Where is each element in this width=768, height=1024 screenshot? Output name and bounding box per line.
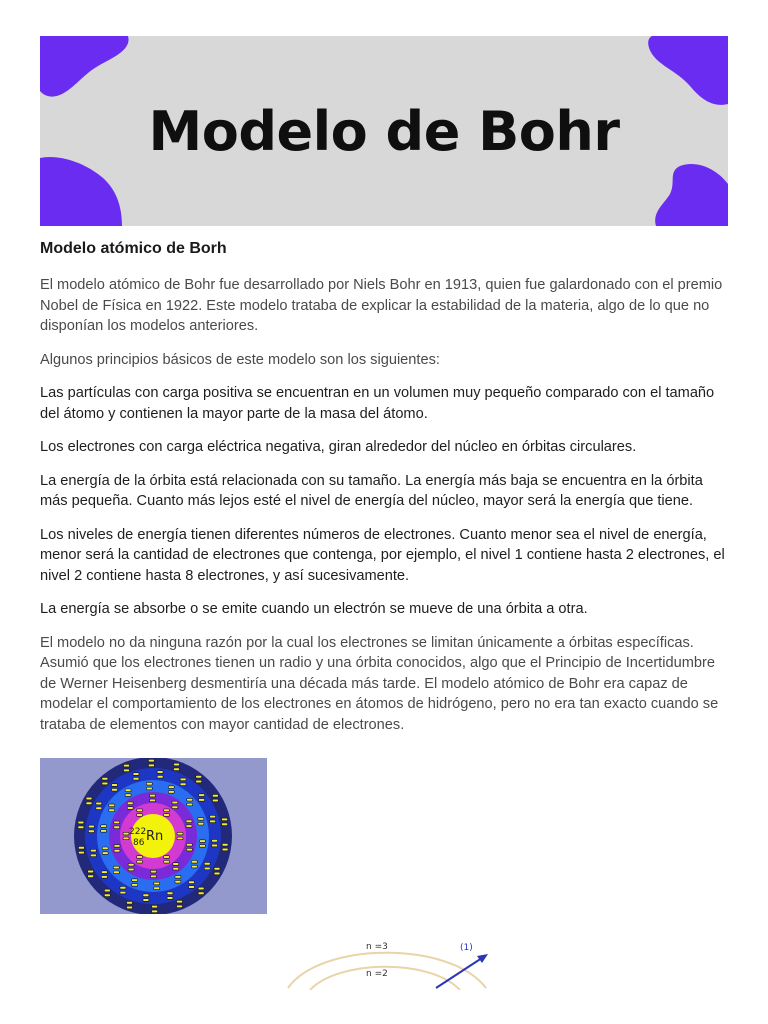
electron [114, 826, 120, 829]
element-symbol: Rn [146, 829, 164, 844]
electron [177, 905, 183, 908]
mass-number: 222 [129, 827, 147, 837]
electron [123, 837, 129, 840]
electron [128, 863, 134, 866]
electron [164, 861, 170, 864]
electron [112, 784, 118, 787]
electron [214, 867, 220, 870]
electron [146, 787, 152, 790]
electron [127, 802, 133, 805]
electron [191, 861, 197, 864]
electron [210, 820, 216, 823]
electron [86, 797, 92, 800]
electron [114, 845, 120, 848]
electron [124, 769, 130, 772]
electron [154, 882, 160, 885]
electron [204, 867, 210, 870]
electron [198, 887, 204, 890]
electron [199, 845, 205, 848]
electron [199, 794, 205, 797]
electron [174, 768, 180, 771]
electron [102, 852, 108, 855]
electron [172, 806, 178, 809]
electron [187, 798, 193, 801]
electron [101, 830, 107, 833]
electron [112, 789, 118, 792]
electron [90, 849, 96, 852]
electron [173, 868, 179, 871]
electron [152, 910, 158, 913]
electron [133, 778, 139, 781]
electron [222, 848, 228, 851]
electron [186, 848, 192, 851]
electron [168, 791, 174, 794]
electron [114, 821, 120, 824]
article-body [40, 238, 730, 748]
electron [198, 818, 204, 821]
electron [120, 887, 126, 890]
electron [175, 876, 181, 879]
electron [132, 879, 138, 882]
electron [214, 872, 220, 875]
electron [186, 825, 192, 828]
electron [167, 892, 173, 895]
electron [189, 881, 195, 884]
electron [199, 840, 205, 843]
electron [109, 809, 115, 812]
electron [137, 861, 143, 864]
electron [186, 820, 192, 823]
electron [143, 899, 149, 902]
electron [212, 839, 218, 842]
section-heading: Modelo atómico de Borh [40, 240, 227, 257]
paragraph-principle-4: Los niveles de energía tienen diferentes números de electrones. Cuanto menor sea el nivel de energía, menor será la cantidad de electrones que contenga, por ejemplo, el nivel 1 contiene hasta 2 electrones, el nivel 2 contiene hasta 8 electrones, y así sucesivamente. [40, 526, 725, 584]
paragraph-principle-1: Las partículas con carga positiva se encuentran en un volumen muy pequeño comparado con el tamaño del átomo y contienen la mayor parte de la masa del átomo. [40, 385, 715, 422]
electron [148, 759, 154, 762]
electron [137, 809, 143, 812]
electron [88, 825, 94, 828]
atom-diagram-image [40, 758, 267, 914]
electron [125, 794, 131, 797]
electron [90, 854, 96, 857]
electron [167, 897, 173, 900]
electron [88, 875, 94, 878]
electron [132, 884, 138, 887]
paragraph-principle-5: La energía se absorbe o se emite cuando un electrón se mueve de una órbita a otra. [40, 601, 588, 617]
electron [78, 826, 84, 829]
electron [151, 870, 157, 873]
electron [146, 782, 152, 785]
electron [104, 894, 110, 897]
electron [96, 802, 102, 805]
electron [196, 780, 202, 783]
electron [96, 807, 102, 810]
energy-levels-diagram [280, 930, 500, 990]
electron [88, 870, 94, 873]
electron [137, 856, 143, 859]
electron [150, 794, 156, 797]
electron [212, 844, 218, 847]
electron [102, 847, 108, 850]
electron [102, 782, 108, 785]
electron [128, 868, 134, 871]
electron [177, 900, 183, 903]
paragraph-intro: El modelo atómico de Bohr fue desarrollado por Niels Bohr en 1913, quien fue galardonado con el premio Nobel de Física en 1922. Este modelo trataba de explicar la estabilidad de la materia, algo de lo que no disponían los modelos anteriores. [40, 277, 723, 334]
paragraph-principle-3: La energía de la órbita está relacionada con su tamaño. La energía más baja se encuentra en la órbita más pequeña. Cuanto más lejos esté el nivel de energía del núcleo, mayor será la energía que tiene. [40, 472, 703, 509]
electron [186, 844, 192, 847]
electron [212, 799, 218, 802]
electron [102, 777, 108, 780]
page-title: Modelo de Bohr [148, 99, 620, 163]
electron [114, 849, 120, 852]
electron [164, 809, 170, 812]
label-n3: n =3 [366, 942, 388, 952]
electron [137, 814, 143, 817]
electron [191, 865, 197, 868]
electron [204, 862, 210, 865]
electron [177, 837, 183, 840]
electron [157, 776, 163, 779]
electron [174, 763, 180, 766]
paragraph-principle-2: Los electrones con carga eléctrica negativa, giran alrededor del núcleo en órbitas circulares. [40, 439, 637, 455]
electron [152, 905, 158, 908]
arrow-label: (1) [460, 943, 473, 953]
electron [124, 764, 130, 767]
electron [210, 815, 216, 818]
paragraph-limitations: El modelo no da ninguna razón por la cual los electrones se limitan únicamente a órbitas específicas. Asumió que los electrones tienen un radio y una órbita conocidos, algo que el Principio de Incertidumbre de Werner Heisenberg desmentiría una década más tarde. El modelo atómico de Bohr era capaz de modelar el comportamiento de los electrones en átomos de hidrógeno, pero no era tan exacto cuando se trataba de elementos con mayor cantidad de electrones. [40, 634, 719, 733]
electron [157, 771, 163, 774]
electron [150, 799, 156, 802]
electron [177, 832, 183, 835]
electron [198, 892, 204, 895]
electron [127, 901, 133, 904]
electron [187, 803, 193, 806]
label-n2: n =2 [366, 969, 388, 979]
electron [173, 863, 179, 866]
electron [143, 894, 149, 897]
electron [168, 786, 174, 789]
electron [104, 889, 110, 892]
electron [180, 783, 186, 786]
electron [151, 875, 157, 878]
electron [189, 886, 195, 889]
electron [78, 847, 84, 850]
electron [154, 887, 160, 890]
electron [199, 799, 205, 802]
paragraph-principles-lead: Algunos principios básicos de este modelo son los siguientes: [40, 351, 440, 368]
electron [101, 876, 107, 879]
electron [125, 789, 131, 792]
electron [133, 773, 139, 776]
electron [180, 778, 186, 781]
electron [222, 823, 228, 826]
electron [222, 843, 228, 846]
electron [127, 807, 133, 810]
electron [164, 814, 170, 817]
electron [120, 891, 126, 894]
electron [78, 821, 84, 824]
electron [198, 822, 204, 825]
electron [148, 764, 154, 767]
electron [172, 801, 178, 804]
electron [175, 880, 181, 883]
electron [113, 866, 119, 869]
electron [86, 802, 92, 805]
electron [78, 851, 84, 854]
title-banner [40, 36, 728, 226]
electron [101, 871, 107, 874]
emission-arrow-head [477, 954, 488, 963]
atomic-number: 86 [133, 838, 145, 848]
electron [109, 804, 115, 807]
electron [222, 818, 228, 821]
electron [101, 825, 107, 828]
electron [196, 775, 202, 778]
electron [127, 906, 133, 909]
electron [212, 794, 218, 797]
electron [164, 856, 170, 859]
electron [88, 830, 94, 833]
electron [113, 871, 119, 874]
